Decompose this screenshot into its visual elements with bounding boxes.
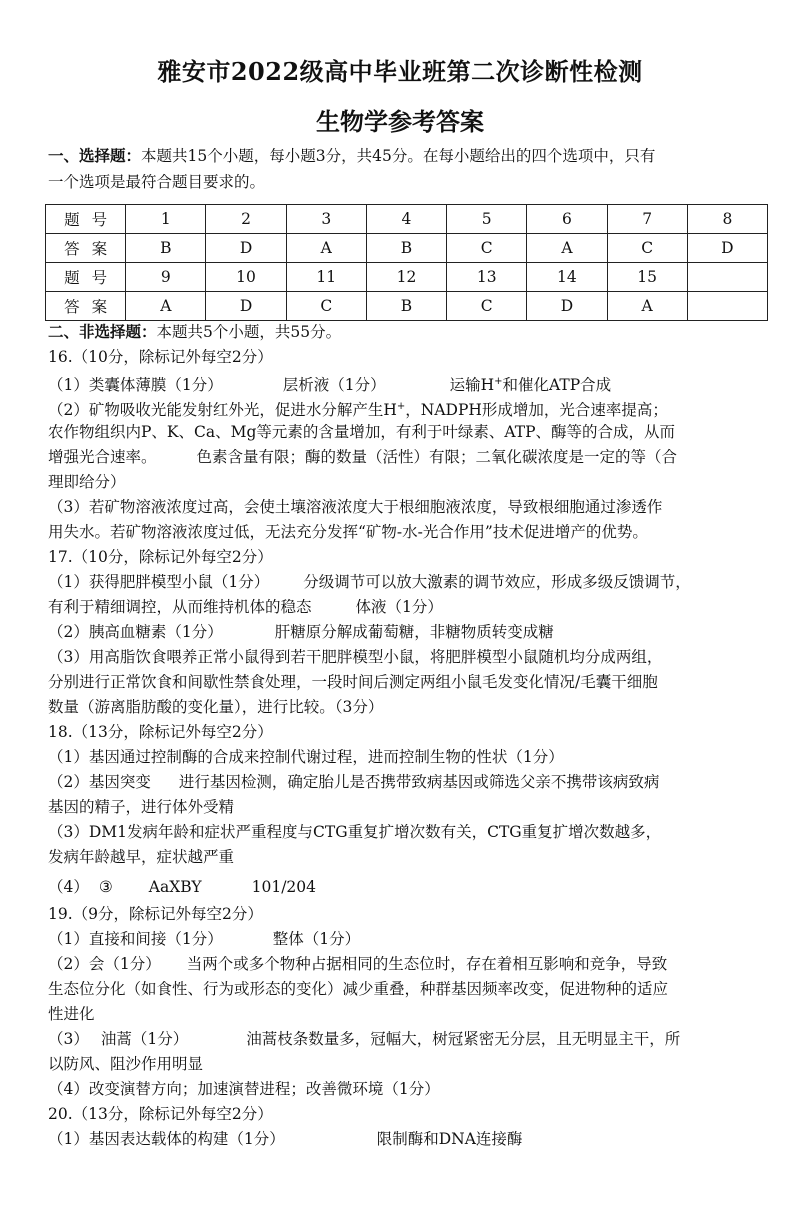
table-cell: C bbox=[607, 234, 687, 263]
q17-heading: 17.（10分，除标记外每空2分） bbox=[48, 548, 273, 566]
q16-answer: 和催化ATP合成 bbox=[502, 376, 612, 395]
table-cell: C bbox=[286, 292, 366, 321]
q16-line: （3）若矿物溶液浓度过高，会使土壤溶液浓度大于根细胞液浓度，导致根细胞通过渗透作 bbox=[48, 498, 663, 516]
q17-answer: （1）获得肥胖模型小鼠（1分） bbox=[48, 573, 270, 591]
table-cell: C bbox=[447, 292, 527, 321]
table-cell: B bbox=[126, 234, 206, 263]
q16-line bbox=[48, 447, 758, 467]
table-cell: 2 bbox=[206, 205, 286, 234]
table-row bbox=[46, 205, 768, 234]
q18-answer: AaXBY bbox=[148, 878, 202, 896]
table-cell: 5 bbox=[447, 205, 527, 234]
table-cell bbox=[687, 292, 767, 321]
q19-line bbox=[48, 929, 758, 949]
table-row bbox=[46, 292, 768, 321]
q19-answer: 油蒿枝条数量多，冠幅大，树冠紧密无分层，且无明显主干，所 bbox=[246, 1030, 681, 1048]
q20-line bbox=[48, 1129, 758, 1149]
q18-answer: （2）基因突变 bbox=[48, 773, 151, 791]
q20-heading: 20.（13分，除标记外每空2分） bbox=[48, 1105, 273, 1123]
q18-answer: 进行基因检测，确定胎儿是否携带致病基因或筛选父亲不携带该病致病 bbox=[178, 773, 660, 791]
table-header-cell: 题号 bbox=[46, 263, 126, 292]
q16-line: 农作物组织内P、K、Ca、Mg等元素的含量增加，有利于叶绿素、ATP、酶等的合成，从而 bbox=[48, 423, 676, 441]
table-header-cell: 答案 bbox=[46, 292, 126, 321]
q19-answer: （2）会（1分） bbox=[48, 955, 161, 973]
q18-line bbox=[48, 877, 758, 897]
q16-answer: 层析液（1分） bbox=[282, 376, 386, 395]
q19-line: 以防风、阻沙作用明显 bbox=[48, 1055, 204, 1073]
table-cell: A bbox=[286, 234, 366, 263]
table-cell: 6 bbox=[527, 205, 607, 234]
q16-answer: （1）类囊体薄膜（1分） bbox=[48, 376, 223, 395]
q17-answer: 体液（1分） bbox=[355, 598, 443, 616]
q16-text: （2）矿物吸收光能发射红外光，促进水分解产生H bbox=[48, 401, 397, 420]
q19-answer: 整体（1分） bbox=[272, 930, 361, 948]
table-cell: 12 bbox=[366, 263, 446, 292]
section1-desc: 本题共15个小题，每小题3分，共45分。在每小题给出的四个选项中，只有 bbox=[141, 147, 656, 165]
q20-answer: 限制酶和DNA连接酶 bbox=[376, 1130, 523, 1148]
table-cell: 7 bbox=[607, 205, 687, 234]
q18-label: （4） bbox=[48, 878, 89, 896]
table-cell: B bbox=[366, 234, 446, 263]
page-title: 雅安市2022级高中毕业班第二次诊断性检测 bbox=[157, 57, 643, 86]
table-cell: 13 bbox=[447, 263, 527, 292]
q16-heading: 16.（10分，除标记外每空2分） bbox=[48, 348, 273, 366]
q20-answer: （1）基因表达载体的构建（1分） bbox=[48, 1130, 285, 1148]
table-cell: 14 bbox=[527, 263, 607, 292]
table-cell: 3 bbox=[286, 205, 366, 234]
q19-line: 性进化 bbox=[48, 1005, 95, 1023]
q18-line bbox=[48, 772, 758, 792]
q18-answer: 101/204 bbox=[251, 878, 317, 896]
q19-answer: （1）直接和间接（1分） bbox=[48, 930, 223, 948]
q18-line: 发病年龄越早，症状越严重 bbox=[48, 848, 235, 866]
table-cell: A bbox=[607, 292, 687, 321]
q18-answer: ③ bbox=[98, 878, 113, 896]
q16-line bbox=[48, 397, 758, 420]
q17-line: 数量（游离脂肪酸的变化量），进行比较。（3分） bbox=[48, 698, 384, 716]
section1-desc-2: 一个选项是最符合题目要求的。 bbox=[48, 173, 266, 191]
table-cell: C bbox=[447, 234, 527, 263]
table-cell: 1 bbox=[126, 205, 206, 234]
q19-line bbox=[48, 1029, 758, 1049]
q19-answer: 当两个或多个物种占据相同的生态位时，存在着相互影响和竞争，导致 bbox=[186, 955, 668, 973]
q16-line: 用失水。若矿物溶液浓度过低，无法充分发挥“矿物-水-光合作用”技术促进增产的优势。 bbox=[48, 523, 648, 541]
q17-line: 分别进行正常饮食和间歇性禁食处理，一段时间后测定两组小鼠毛发变化情况/毛囊干细胞 bbox=[48, 673, 658, 691]
table-cell: B bbox=[366, 292, 446, 321]
table-cell: A bbox=[126, 292, 206, 321]
table-row bbox=[46, 234, 768, 263]
q19-line: （4）改变演替方向；加速演替进程；改善微环境（1分） bbox=[48, 1080, 440, 1098]
q17-answer: 有利于精细调控，从而维持机体的稳态 bbox=[48, 598, 312, 616]
section2-intro bbox=[48, 322, 758, 342]
answer-table bbox=[45, 204, 768, 321]
table-cell: 11 bbox=[286, 263, 366, 292]
q19-answer: 油蒿（1分） bbox=[100, 1030, 189, 1048]
table-header-cell: 答案 bbox=[46, 234, 126, 263]
section1-intro bbox=[48, 146, 758, 166]
table-cell: D bbox=[206, 234, 286, 263]
superscript: + bbox=[494, 376, 503, 387]
q16-text: 色素含量有限；酶的数量（活性）有限；二氧化碳浓度是一定的等（合 bbox=[196, 448, 678, 466]
q18-line: 基因的精子，进行体外受精 bbox=[48, 798, 235, 816]
table-cell: 9 bbox=[126, 263, 206, 292]
section2-desc: 本题共5个小题，共55分。 bbox=[156, 323, 342, 341]
q16-line: 理即给分） bbox=[48, 473, 126, 491]
q16-text: ，NADPH形成增加，光合速率提高； bbox=[405, 401, 668, 420]
section1-heading: 一、选择题： bbox=[48, 146, 142, 165]
q16-line bbox=[48, 372, 758, 395]
q17-line bbox=[48, 622, 758, 642]
section2-heading: 二、非选择题： bbox=[48, 322, 157, 341]
q16-text: 增强光合速率。 bbox=[48, 448, 157, 466]
table-cell: D bbox=[206, 292, 286, 321]
table-cell: A bbox=[527, 234, 607, 263]
q19-heading: 19.（9分，除标记外每空2分） bbox=[48, 905, 263, 923]
page-subtitle: 生物学参考答案 bbox=[316, 107, 484, 136]
table-cell: 8 bbox=[687, 205, 767, 234]
q19-line: 生态位分化（如食性、行为或形态的变化）减少重叠，种群基因频率改变，促进物种的适应 bbox=[48, 980, 669, 998]
table-cell: 15 bbox=[607, 263, 687, 292]
table-cell bbox=[687, 263, 767, 292]
table-cell: D bbox=[687, 234, 767, 263]
q18-line: （3）DM1发病年龄和症状严重程度与CTG重复扩增次数有关，CTG重复扩增次数越多， bbox=[48, 823, 662, 841]
q19-line bbox=[48, 954, 758, 974]
q17-answer: （2）胰高血糖素（1分） bbox=[48, 623, 223, 641]
q18-line: （1）基因通过控制酶的合成来控制代谢过程，进而控制生物的性状（1分） bbox=[48, 748, 564, 766]
table-header-cell: 题号 bbox=[46, 205, 126, 234]
superscript: + bbox=[396, 401, 406, 412]
q19-label: （3） bbox=[48, 1030, 89, 1048]
q17-line bbox=[48, 572, 758, 592]
q17-answer: 肝糖原分解成葡萄糖，非糖物质转变成糖 bbox=[274, 623, 554, 641]
q17-line bbox=[48, 597, 758, 617]
table-cell: 4 bbox=[366, 205, 446, 234]
q16-answer: 运输H bbox=[449, 376, 495, 395]
q17-line: （3）用高脂饮食喂养正常小鼠得到若干肥胖模型小鼠，将肥胖模型小鼠随机均分成两组， bbox=[48, 648, 663, 666]
q17-answer: 分级调节可以放大激素的调节效应，形成多级反馈调节， bbox=[303, 573, 691, 591]
q18-heading: 18.（13分，除标记外每空2分） bbox=[48, 723, 273, 741]
table-cell: D bbox=[527, 292, 607, 321]
table-row bbox=[46, 263, 768, 292]
table-cell: 10 bbox=[206, 263, 286, 292]
